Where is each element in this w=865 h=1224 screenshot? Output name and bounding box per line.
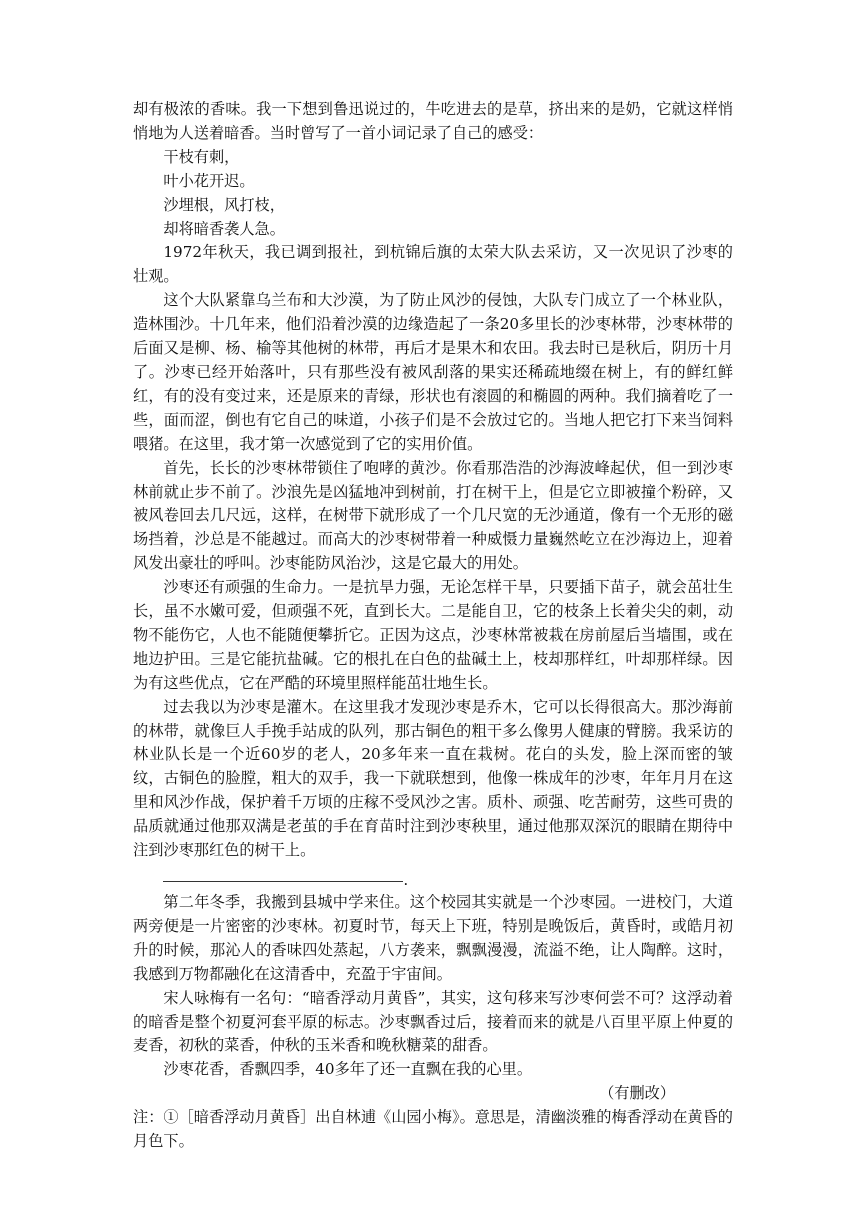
- poem-line-1: 干枝有刺，: [163, 147, 240, 166]
- paragraph-vitality: 沙枣还有顽强的生命力。一是抗旱力强，无论怎样干旱，只要插下苗子，就会茁壮生长，虽不水嫩可爱，但顽强不死，直到长大。二是能自卫，它的枝条上长着尖尖的刺，动物不能伤它，人也不能随便攀折它。正因为这点，沙枣林常被栽在房前屋后当墙围，或在地边护田。三是它能抗盐碱。它的根扎在白色的盐碱土上，枝却那样红，叶却那样绿。因为有这些优点，它在严酷的环境里照样能茁壮地生长。: [133, 578, 733, 692]
- paragraph-final: 沙枣花香，香飘四季，40多年了还一直飘在我的心里。: [163, 1060, 533, 1079]
- poem-line-3: 沙埋根，风打枝，: [163, 195, 285, 214]
- fill-in-blank-line: [133, 869, 733, 891]
- paragraph-first-use: 首先，长长的沙枣林带锁住了咆哮的黄沙。你看那浩浩的沙海波峰起伏，但一到沙枣林前就止步不前了。沙浪先是凶猛地冲到树前，打在树干上，但是它立即被撞个粉碎，又被风卷回去几尺远，这样，在树带下就形成了一个几尺宽的无沙通道，像有一个无形的磁场挡着，沙总是不能越过。而高大的沙枣树带着一种威慑力量巍然屹立在沙海边上，迎着风发出豪壮的呼叫。沙枣能防风治沙，这是它最大的用处。: [133, 458, 733, 573]
- blank-period: .: [403, 871, 409, 889]
- paragraph-intro: 却有极浓的香味。我一下想到鲁迅说过的，牛吃进去的是草，挤出来的是奶，它就这样悄悄地为人送着暗香。当时曾写了一首小词记录了自己的感受：: [133, 100, 733, 142]
- poem-line-4: 却将暗香袭人急。: [163, 219, 285, 238]
- article-body: [133, 98, 733, 1154]
- paragraph-1972: 1972年秋天，我已调到报社，到杭锦后旗的太荣大队去采访，又一次见识了沙枣的壮观。: [133, 243, 733, 286]
- poem-line-2: 叶小花开迟。: [163, 171, 255, 190]
- poem: [133, 146, 733, 242]
- paragraph-winter: 第二年冬季，我搬到县城中学来住。这个校园其实就是一个沙枣园。一进校门，大道两旁便是一片密密的沙枣林。初夏时节，每天上下班，特别是晚饭后，黄昏时，或皓月初升的时候，那沁人的香味四处蒸起，八方袭来，飘飘漫漫，流溢不绝，让人陶醉。这时，我感到万物都融化在这清香中，充盈于宇宙间。: [133, 893, 733, 983]
- paragraph-brigade: 这个大队紧靠乌兰布和大沙漠，为了防止风沙的侵蚀，大队专门成立了一个林业队，造林围沙。十几年来，他们沿着沙漠的边缘造起了一条20多里长的沙枣林带，沙枣林带的后面又是柳、杨、榆等其他树的林带，再后才是果木和农田。我去时已是秋后，阴历十月了。沙枣已经开始落叶，只有那些没有被风刮落的果实还稀疏地缀在树上，有的鲜红鲜红，有的没有变过来，还是原来的青绿，形状也有滚圆的和椭圆的两种。我们摘着吃了一些，面而涩，倒也有它自己的味道，小孩子们是不会放过它的。当地人把它打下来当饲料喂猪。在这里，我才第一次感觉到了它的实用价值。: [133, 291, 733, 453]
- source-note: （有删改）: [599, 1084, 675, 1103]
- paragraph-tree: 过去我以为沙枣是灌木。在这里我才发现沙枣是乔木，它可以长得很高大。那沙海前的林带，就像巨人手挽手站成的队列，那古铜色的粗干多么像男人健康的臂膀。我采访的林业队长是一个近60岁的老人，20多年来一直在栽树。花白的头发，脸上深而密的皱纹，古铜色的脸膛，粗大的双手，我一下就联想到，他像一株成年的沙枣，年年月月在这里和风沙作战，保护着千万顷的庄稼不受风沙之害。质朴、顽强、吃苦耐劳，这些可贵的品质就通过他那双满是老茧的手在育苗时注到沙枣秧里，通过他那双深沉的眼睛在期待中注到沙枣那红色的树干上。: [133, 697, 733, 860]
- blank-underline: [163, 881, 403, 882]
- paragraph-song-poem: 宋人咏梅有一名句：“暗香浮动月黄昏”，其实，这句移来写沙枣何尝不可？这浮动着的暗香是整个初夏河套平原的标志。沙枣飘香过后，接着而来的就是八百里平原上仲夏的麦香，初秋的菜香，仲秋的玉米香和晚秋糖菜的甜香。: [133, 988, 733, 1055]
- footnote: 注：①［暗香浮动月黄昏］出自林逋《山园小梅》。意思是，清幽淡雅的梅香浮动在黄昏的月色下。: [133, 1108, 733, 1151]
